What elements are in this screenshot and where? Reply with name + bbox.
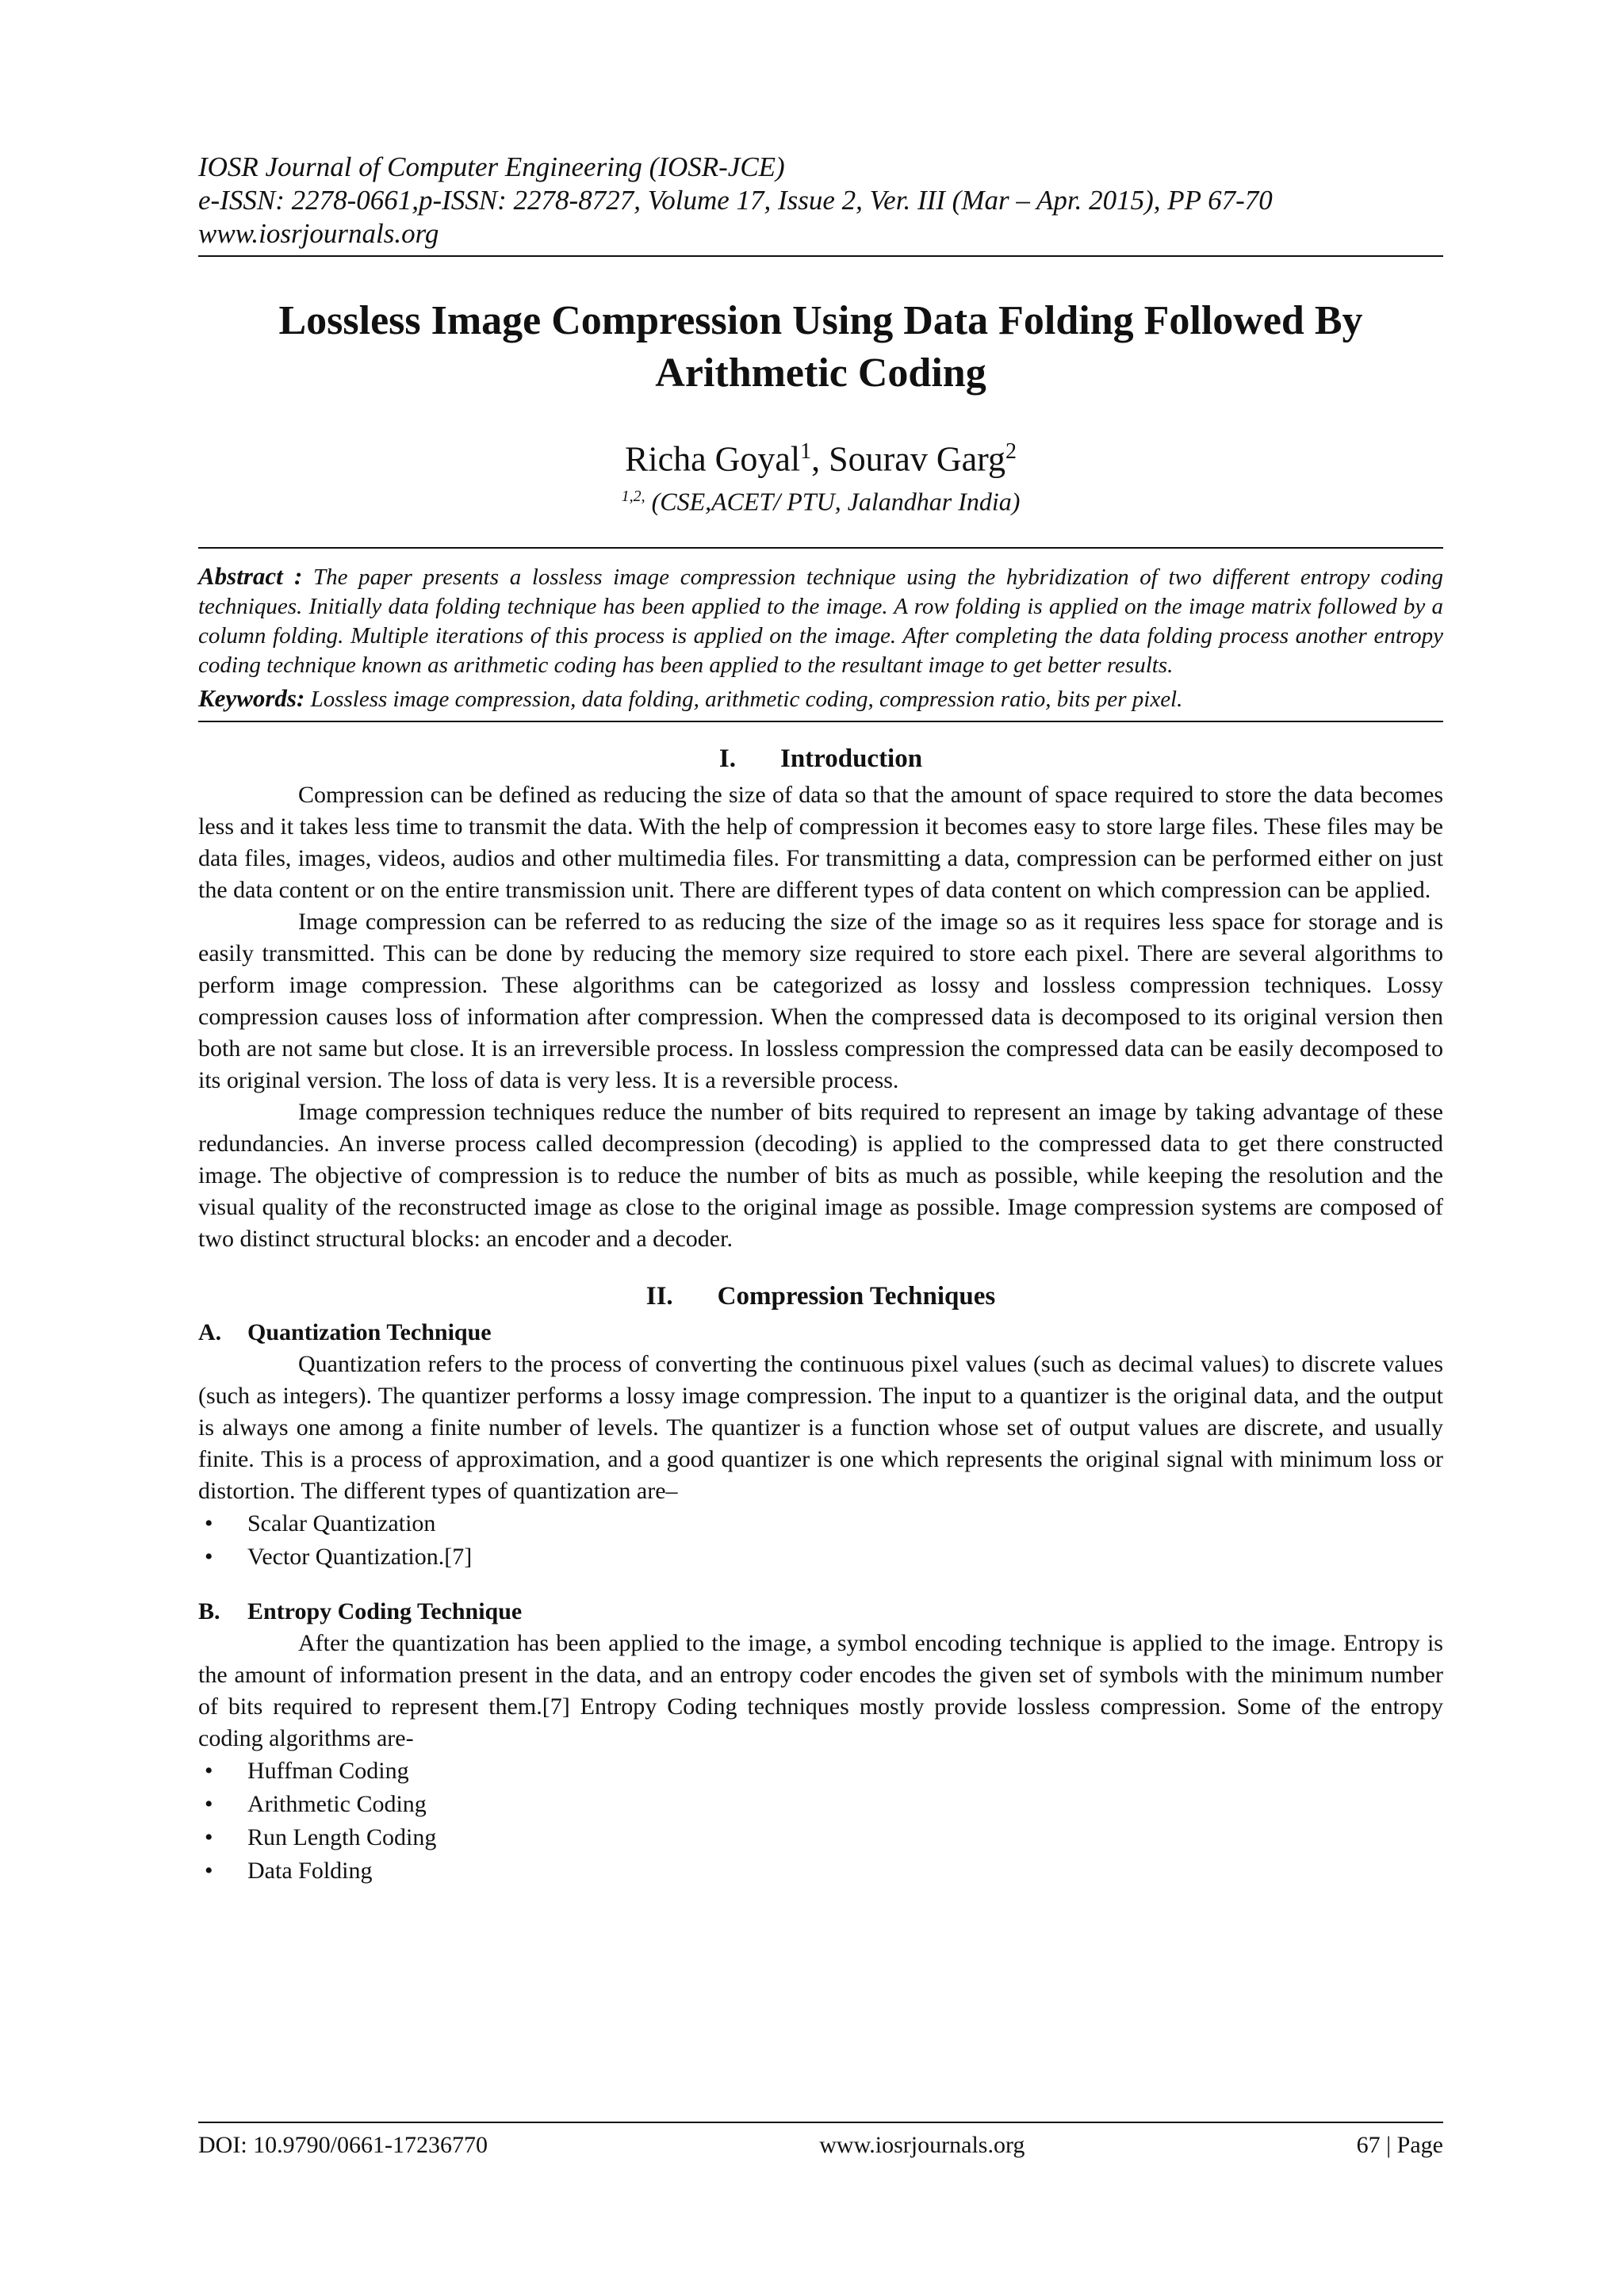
spacer	[198, 1574, 1443, 1596]
issn-line: e-ISSN: 2278-0661,p-ISSN: 2278-8727, Volume 17, Issue 2, Ver. III (Mar – Apr. 2015), PP 67-70	[198, 185, 1273, 216]
abstract	[198, 561, 1443, 680]
quantization-list	[198, 1507, 1443, 1574]
section-heading-compression-techniques	[198, 1280, 1443, 1312]
page-content	[198, 151, 1443, 1888]
abstract-label: Abstract :	[198, 562, 303, 591]
subsection-title: Quantization Technique	[247, 1319, 492, 1346]
abstract-bottom-rule	[198, 721, 1443, 722]
spacer	[198, 1255, 1443, 1277]
journal-website: www.iosrjournals.org	[198, 218, 439, 249]
header-rule	[198, 255, 1443, 257]
footer-rule	[198, 2122, 1443, 2123]
list-item: • Scalar Quantization	[198, 1507, 1443, 1540]
quantization-paragraph: Quantization refers to the process of converting the continuous pixel values (such as decimal values) to discrete values (such as integers). The quantizer performs a lossy image compression. The input to a quantizer is the original data, and the output is always one among a finite number of levels. The quantizer is a function whose set of output values are discrete, and usually finite. This is a process of approximation, and a good quantizer is one which represents the original signal with minimum loss or distortion. The different types of quantization are–	[198, 1351, 1443, 1505]
subsection-heading-entropy-coding	[198, 1596, 1443, 1628]
list-item: • Data Folding	[198, 1854, 1443, 1888]
subsection-number: A.	[198, 1319, 222, 1346]
keywords-label: Keywords:	[198, 684, 305, 713]
author-2: Sourav Garg	[829, 439, 1005, 479]
list-item: • Vector Quantization.[7]	[198, 1540, 1443, 1574]
author-2-sup: 2	[1005, 439, 1017, 464]
author-line	[198, 431, 1443, 480]
subsection-number: B.	[198, 1598, 220, 1625]
affiliation-text: (CSE,ACET/ PTU, Jalandhar India)	[645, 487, 1021, 516]
abstract-top-rule	[198, 547, 1443, 549]
affiliation	[198, 480, 1443, 518]
intro-paragraph-2: Image compression can be referred to as reducing the size of the image so as it requires less space for storage and is easily transmitted. This can be done by reducing the memory size required to store each pixel. There are several algorithms to perform image compression. These algorithms can be categorized as lossy and lossless compression techniques. Lossy compression causes loss of information after compression. When the compressed data is decomposed to its original version then both are not same but close. It is an irreversible process. In lossless compression the compressed data can be easily decomposed to its original version. The loss of data is very less. It is a reversible process.	[198, 909, 1443, 1094]
intro-paragraph-3: Image compression techniques reduce the number of bits required to represent an image by taking advantage of these redundancies. An inverse process called decompression (decoding) is applied to the compressed data to get there constructed image. The objective of compression is to reduce the number of bits as much as possible, while keeping the resolution and the visual quality of the reconstructed image as close to the original image as possible. Image compression systems are composed of two distinct structural blocks: an encoder and a decoder.	[198, 1099, 1443, 1253]
footer-website: www.iosrjournals.org	[819, 2132, 1025, 2158]
list-item: • Huffman Coding	[198, 1755, 1443, 1788]
subsection-heading-quantization	[198, 1317, 1443, 1349]
entropy-paragraph: After the quantization has been applied to the image, a symbol encoding technique is applied to the image. Entropy is the amount of information present in the data, and an entropy coder encodes the given set of symbols with the minimum number of bits required to represent them.[7] Entropy Coding techniques mostly provide lossless compression. Some of the entropy coding algorithms are-	[198, 1630, 1443, 1752]
section-title: Introduction	[779, 744, 923, 774]
footer-row	[198, 2130, 1443, 2161]
author-1: Richa Goyal	[625, 439, 801, 479]
author-separator: ,	[811, 439, 829, 479]
affiliation-sup: 1,2,	[621, 487, 645, 505]
intro-paragraph-1: Compression can be defined as reducing the size of data so that the amount of space required to store the data becomes less and it takes less time to transmit the data. With the help of compression it becomes easy to store large files. These files may be data files, images, videos, audios and other multimedia files. For transmitting a data, compression can be performed either on just the data content or on the entire transmission unit. There are different types of data content on which compression can be applied.	[198, 782, 1443, 904]
section-title: Compression Techniques	[717, 1282, 996, 1311]
abstract-text: The paper presents a lossless image compression technique using the hybridization of two different entropy coding techniques. Initially data folding technique has been applied to the image. A row folding is applied on the image matrix followed by a column folding. Multiple iterations of this process is applied on the image. After completing the data folding process another entropy coding technique known as arithmetic coding has been applied to the resultant image to get better results.	[198, 564, 1443, 679]
footer-page-number: 67 | Page	[1356, 2132, 1443, 2158]
section-heading-introduction	[198, 743, 1443, 775]
section-number: II.	[645, 1282, 673, 1311]
keywords-text: Lossless image compression, data folding, arithmetic coding, compression ratio, bits per pixel.	[304, 687, 1183, 713]
paper-title: Lossless Image Compression Using Data Folding Followed By Arithmetic Coding	[278, 298, 1363, 396]
subsection-title: Entropy Coding Technique	[247, 1598, 523, 1625]
keywords	[198, 683, 1443, 714]
list-item: • Run Length Coding	[198, 1821, 1443, 1854]
author-1-sup: 1	[800, 439, 812, 464]
page-footer	[198, 2122, 1443, 2161]
footer-doi: DOI: 10.9790/0661-17236770	[198, 2132, 488, 2158]
entropy-list	[198, 1755, 1443, 1888]
journal-name: IOSR Journal of Computer Engineering (IOSR-JCE)	[198, 151, 785, 182]
list-item: • Arithmetic Coding	[198, 1788, 1443, 1821]
section-number: I.	[718, 744, 736, 774]
